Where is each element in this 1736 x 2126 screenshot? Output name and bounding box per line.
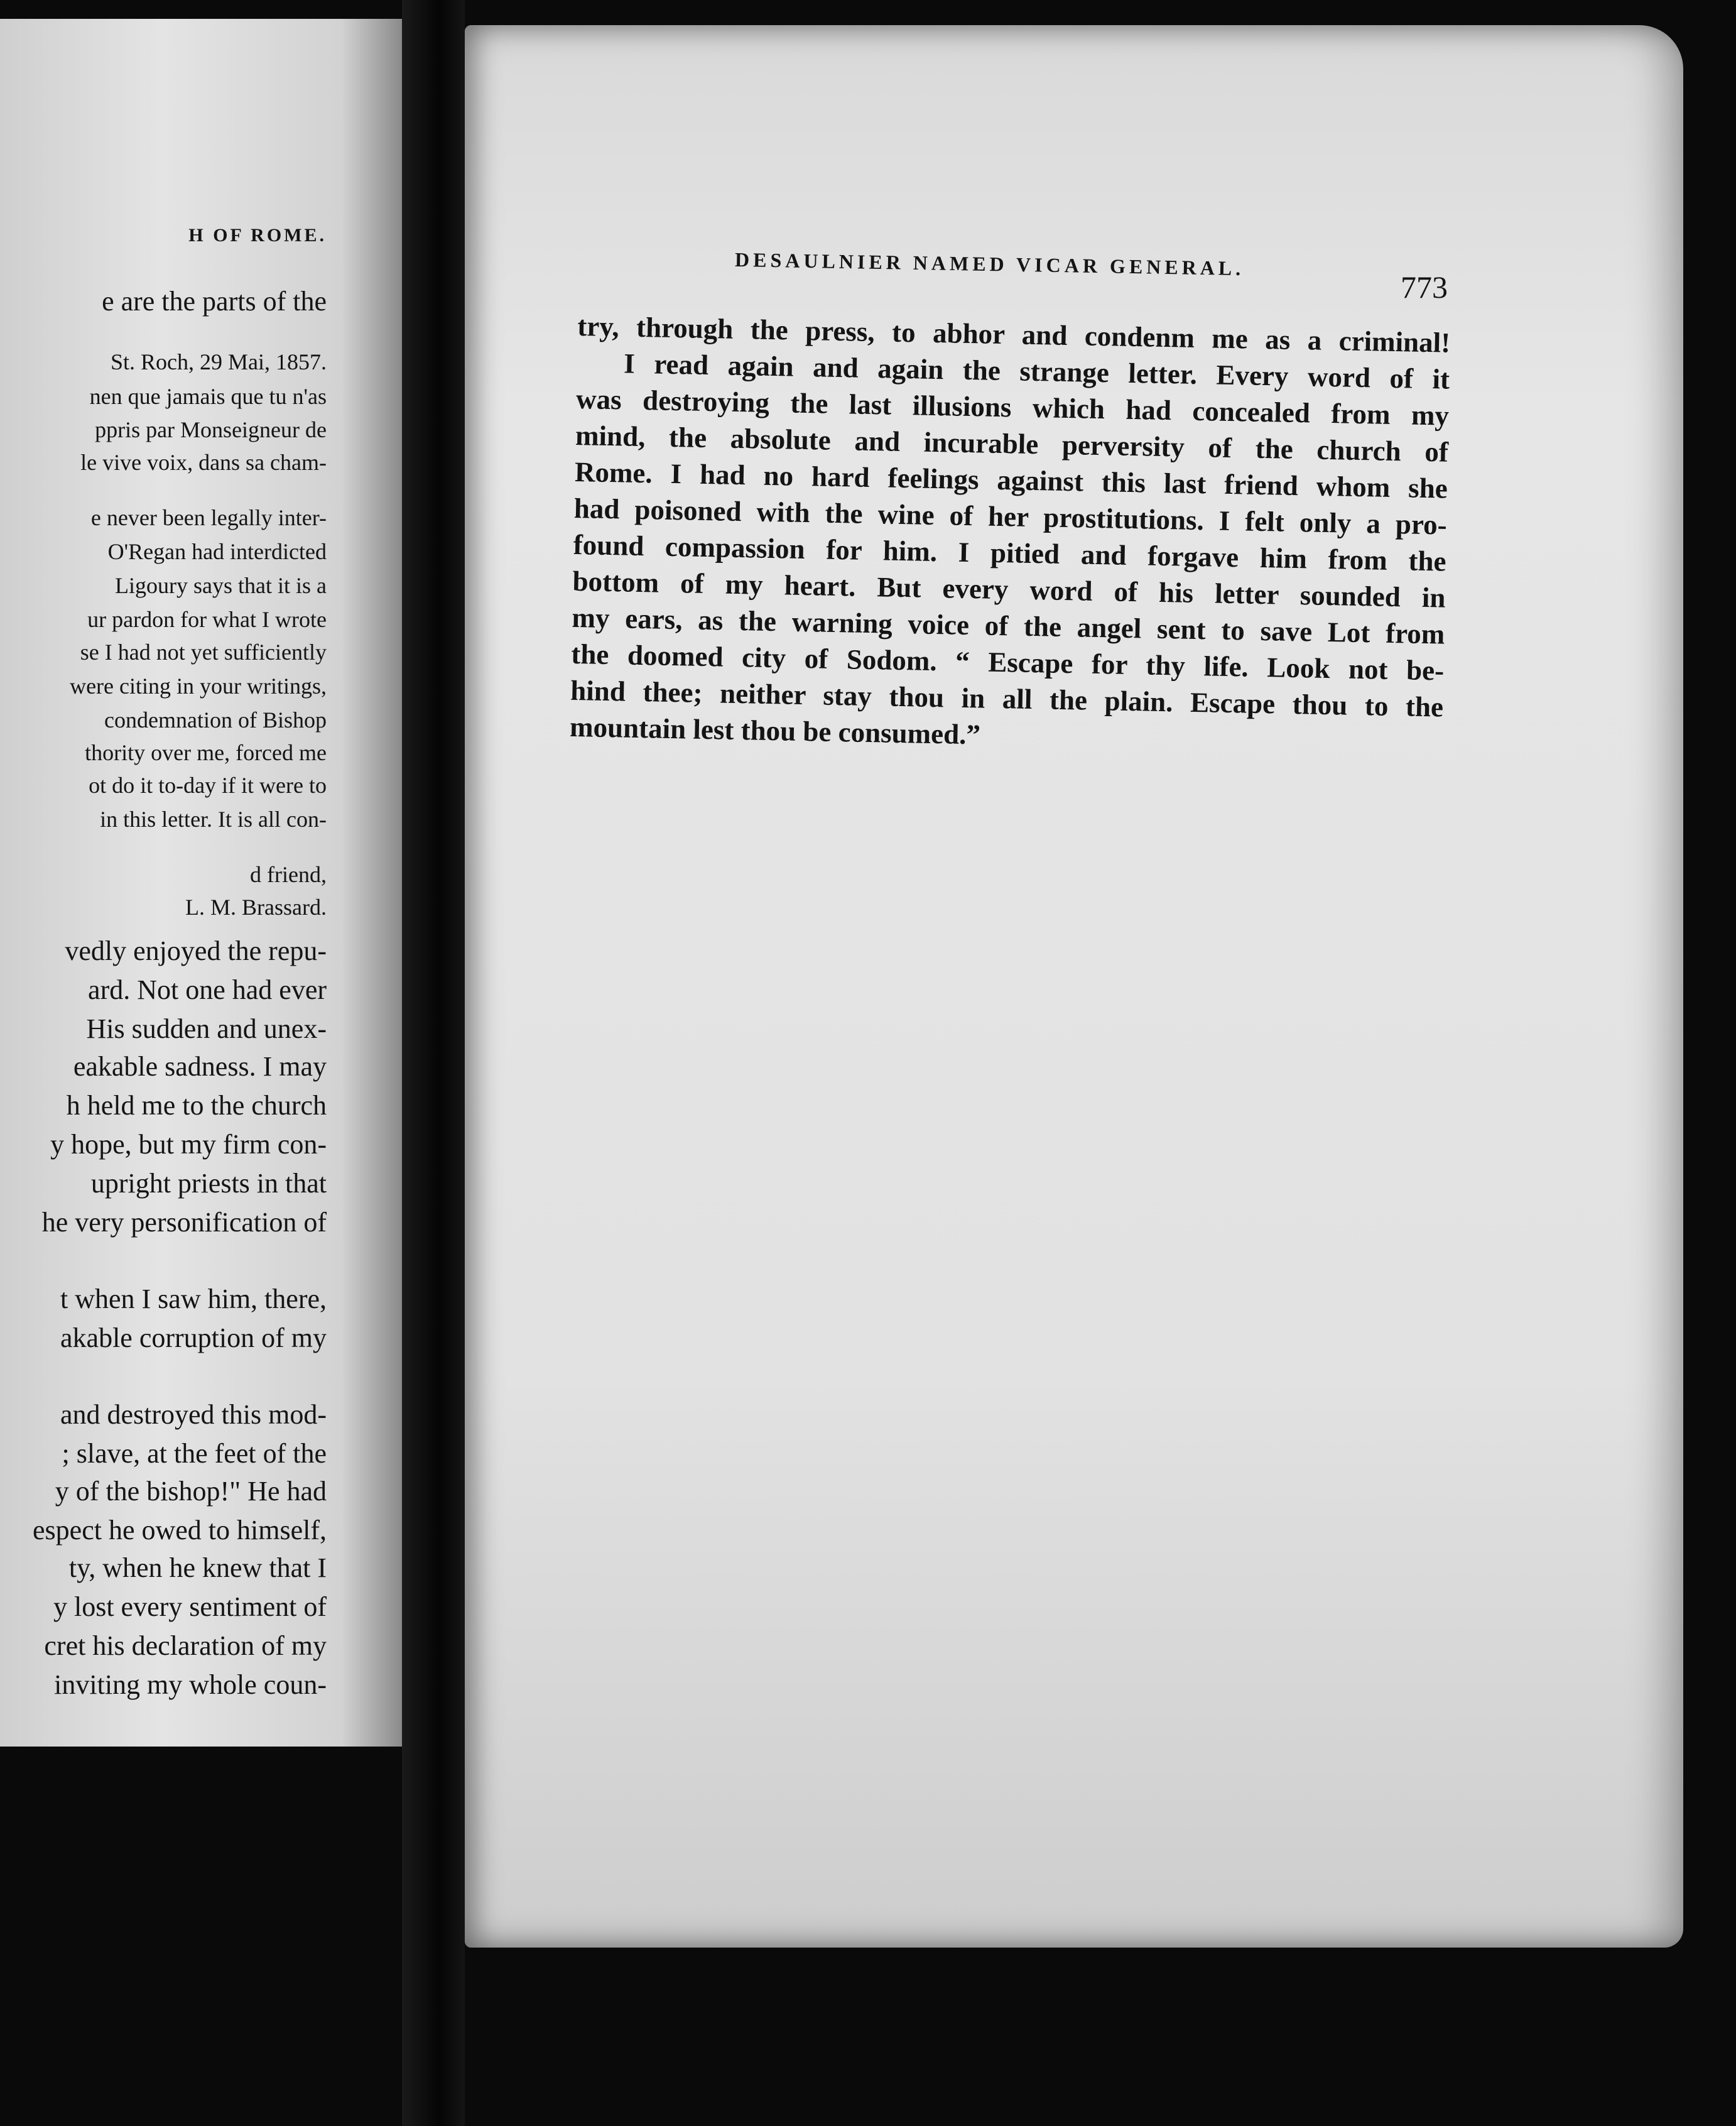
body-line: Rome. I had no hard feelings against this last friend whom she [574, 455, 1448, 504]
left-text-line: ; slave, at the feet of the [62, 1438, 327, 1469]
body-line: I read again and again the strange letter. Every word of it [623, 347, 1450, 395]
left-text-line: y of the bishop!" He had [55, 1476, 327, 1507]
left-text-line: he very personification of [41, 1207, 327, 1238]
left-text-line: in this letter. It is all con- [100, 807, 327, 832]
left-text-line: d friend, [250, 862, 327, 887]
left-text-line: e are the parts of the [102, 286, 327, 317]
body-line: was destroying the last illusions which had concealed from my [575, 383, 1450, 432]
left-text-line: e never been legally inter- [90, 505, 327, 530]
book-gutter [402, 0, 465, 2126]
body-line: try, through the press, to abhor and condenm me as a criminal! [577, 310, 1451, 359]
left-text-line: ppris par Monseigneur de [95, 417, 327, 442]
left-text-line: se I had not yet sufficiently [80, 640, 327, 665]
left-text-line: and destroyed this mod- [60, 1399, 327, 1430]
left-page [0, 19, 402, 1747]
left-text-line: h held me to the church [66, 1090, 327, 1121]
body-line: had poisoned with the wine of her prostitutions. I felt only a pro- [573, 492, 1448, 541]
left-text-line: condemnation of Bishop [104, 707, 327, 733]
left-text-line: were citing in your writings, [70, 673, 327, 699]
body-line: the doomed city of Sodom. “ Escape for thy life. Look not be- [570, 638, 1445, 687]
body-line: my ears, as the warning voice of the angel sent to save Lot from [572, 601, 1445, 650]
body-line: mountain lest thou be consumed.” [569, 711, 981, 751]
body-line: found compassion for him. I pitied and forgave him from the [573, 528, 1446, 577]
left-text-line: thority over me, forced me [85, 740, 327, 765]
left-text-line: cret his declaration of my [44, 1630, 327, 1661]
body-line: hind thee; neither stay thou in all the plain. Escape thou to the [570, 674, 1444, 723]
left-text-line: akable corruption of my [60, 1322, 327, 1353]
page-number: 773 [1401, 270, 1448, 305]
left-text-line: inviting my whole coun- [54, 1669, 327, 1700]
body-line: bottom of my heart. But every word of his letter sounded in [572, 565, 1446, 614]
left-text-line: His sudden and unex- [86, 1013, 327, 1044]
left-signature: L. M. Brassard. [185, 895, 327, 920]
left-text-line: ot do it to-day if it were to [89, 773, 327, 798]
left-text-line: eakable sadness. I may [73, 1051, 327, 1082]
left-text-line: le vive voix, dans sa cham- [80, 450, 327, 475]
left-text-line: upright priests in that [90, 1168, 327, 1199]
left-text-line: Ligoury says that it is a [115, 573, 327, 598]
left-text-line: O'Regan had interdicted [107, 539, 327, 564]
running-head: DESAULNIER NAMED VICAR GENERAL. [734, 248, 1245, 280]
left-running-head: H OF ROME. [188, 225, 327, 246]
left-text-line: ur pardon for what I wrote [87, 607, 327, 632]
left-text-line: t when I saw him, there, [60, 1284, 327, 1314]
left-text-line: y hope, but my firm con- [50, 1129, 327, 1160]
left-text-line: St. Roch, 29 Mai, 1857. [110, 349, 327, 374]
left-text-line: nen que jamais que tu n'as [89, 384, 327, 409]
left-text-line: ard. Not one had ever [88, 974, 327, 1005]
left-text-line: vedly enjoyed the repu- [65, 935, 327, 966]
right-page [465, 25, 1683, 1948]
left-text-line: y lost every sentiment of [53, 1591, 327, 1622]
body-line: mind, the absolute and incurable perversity of the church of [575, 419, 1449, 468]
body-text [570, 308, 1451, 762]
left-text-line: ty, when he knew that I [68, 1552, 327, 1583]
left-text-line: espect he owed to himself, [33, 1515, 327, 1545]
